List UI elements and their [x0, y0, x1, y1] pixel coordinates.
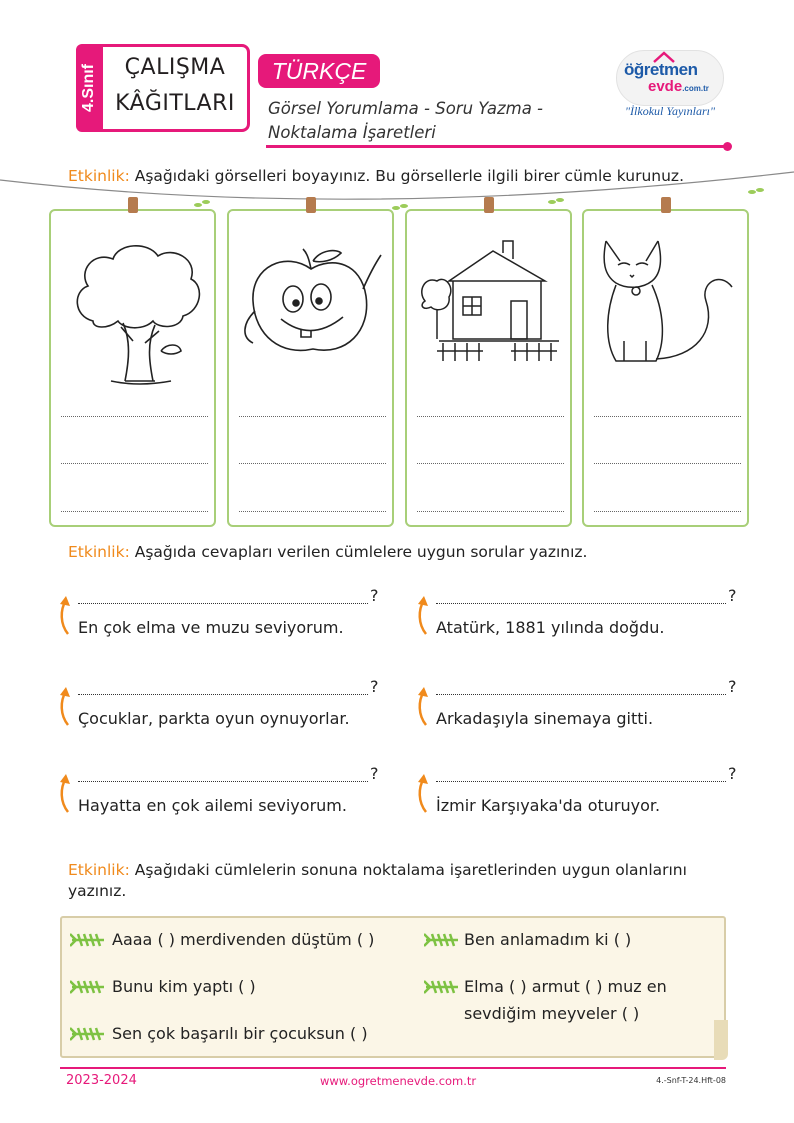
question-mark: ? [728, 586, 737, 605]
picture-card-tree [49, 209, 216, 527]
clothespin [484, 197, 494, 213]
picture-card-cat [582, 209, 749, 527]
curved-arrow-icon [56, 594, 72, 638]
fishbone-icon [70, 1026, 106, 1042]
activity-text: Aşağıdaki cümlelerin sonuna noktalama işaretlerinden uygun olanlarını yazınız. [68, 861, 687, 900]
curved-arrow-icon [56, 772, 72, 816]
logo-brand-2 [648, 78, 709, 95]
question-write-line[interactable] [436, 681, 726, 695]
write-line[interactable] [594, 416, 741, 417]
logo-brand-evde: evde [648, 78, 683, 95]
title-line-1: ÇALIŞMA [124, 55, 226, 80]
activity-text: Aşağıda cevapları verilen cümlelere uygun sorular yazınız. [134, 543, 588, 561]
clothespin [661, 197, 671, 213]
activity-label: Etkinlik: [68, 861, 130, 879]
write-line[interactable] [239, 463, 386, 464]
cat-drawing [596, 231, 739, 391]
logo-publisher: "İlkokul Yayınları" [625, 104, 715, 118]
activity-label: Etkinlik: [68, 543, 130, 561]
write-line[interactable] [417, 463, 564, 464]
fishbone-icon [70, 979, 106, 995]
grade-label: 4.Sınıf [80, 63, 97, 113]
publisher-logo [608, 44, 730, 130]
punctuation-scroll [60, 916, 726, 1058]
write-line[interactable] [239, 416, 386, 417]
footer-code: 4.-Snf-T-24.Hft-08 [656, 1076, 726, 1085]
activity-2-instruction [68, 542, 708, 563]
clothespin [306, 197, 316, 213]
given-answer: Çocuklar, parkta oyun oynuyorlar. [78, 709, 350, 728]
write-line[interactable] [594, 511, 741, 512]
apple-drawing [241, 231, 384, 391]
punctuation-sentence: Sen çok başarılı bir çocuksun ( ) [112, 1024, 368, 1043]
fishbone-icon [70, 932, 106, 948]
given-answer: Hayatta en çok ailemi seviyorum. [78, 796, 347, 815]
footer-url[interactable]: www.ogretmenevde.com.tr [320, 1074, 477, 1088]
picture-card-apple [227, 209, 394, 527]
curved-arrow-icon [414, 685, 430, 729]
curved-arrow-icon [56, 685, 72, 729]
punctuation-sentence: Ben anlamadım ki ( ) [464, 930, 632, 949]
write-line[interactable] [417, 511, 564, 512]
punctuation-sentence: Aaaa ( ) merdivenden düştüm ( ) [112, 930, 375, 949]
write-line[interactable] [594, 463, 741, 464]
question-write-line[interactable] [436, 590, 726, 604]
question-write-line[interactable] [78, 681, 368, 695]
given-answer: Atatürk, 1881 yılında doğdu. [436, 618, 665, 637]
fishbone-icon [424, 932, 460, 948]
curved-arrow-icon [414, 594, 430, 638]
punctuation-sentence: Elma ( ) armut ( ) muz en [464, 977, 667, 996]
title-line-2: KÂĞITLARI [115, 91, 235, 116]
punctuation-sentence: Bunu kim yaptı ( ) [112, 977, 256, 996]
question-mark: ? [370, 586, 379, 605]
write-line[interactable] [61, 416, 208, 417]
fishbone-icon [424, 979, 460, 995]
subject-badge: TÜRKÇE [258, 54, 380, 88]
punctuation-sentence-cont: sevdiğim meyveler ( ) [464, 1004, 640, 1023]
logo-domain: .com.tr [682, 84, 709, 93]
footer-rule [60, 1067, 726, 1069]
given-answer: İzmir Karşıyaka'da oturuyor. [436, 796, 661, 815]
question-write-line[interactable] [78, 590, 368, 604]
topic-line-2: Noktalama İşaretleri [268, 123, 436, 142]
question-mark: ? [370, 677, 379, 696]
question-mark: ? [370, 764, 379, 783]
house-drawing [419, 231, 562, 391]
curved-arrow-icon [414, 772, 430, 816]
footer-year: 2023-2024 [66, 1073, 137, 1088]
write-line[interactable] [239, 511, 386, 512]
picture-card-house [405, 209, 572, 527]
header-rule [266, 145, 726, 148]
activity-3-instruction [68, 860, 728, 902]
clothespin [128, 197, 138, 213]
activity-label: Etkinlik: [68, 167, 130, 185]
write-line[interactable] [417, 416, 564, 417]
topic [268, 97, 543, 145]
write-line[interactable] [61, 511, 208, 512]
worksheet-title [100, 44, 250, 132]
logo-brand: öğretmen [624, 60, 698, 79]
question-write-line[interactable] [78, 768, 368, 782]
activity-text: Aşağıdaki görselleri boyayınız. Bu görsellerle ilgili birer cümle kurunuz. [134, 167, 684, 185]
question-mark: ? [728, 677, 737, 696]
given-answer: En çok elma ve muzu seviyorum. [78, 618, 344, 637]
topic-line-1: Görsel Yorumlama - Soru Yazma - [268, 99, 544, 118]
grade-tab [76, 44, 102, 132]
given-answer: Arkadaşıyla sinemaya gitti. [436, 709, 654, 728]
write-line[interactable] [61, 463, 208, 464]
question-mark: ? [728, 764, 737, 783]
question-write-line[interactable] [436, 768, 726, 782]
tree-drawing [63, 231, 206, 391]
